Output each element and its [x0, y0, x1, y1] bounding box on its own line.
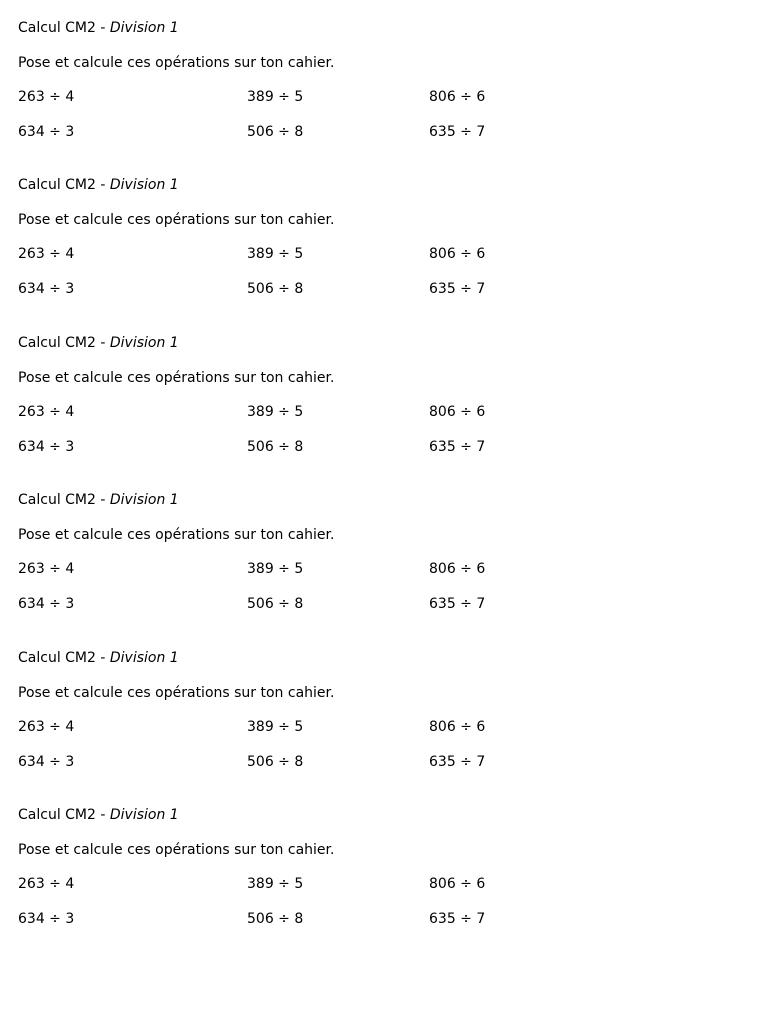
- exercise-title-main: Calcul CM2 -: [18, 177, 110, 193]
- exercise-title: [18, 805, 179, 825]
- exercise-title-division: Division 1: [109, 650, 179, 666]
- exercise-instruction: Pose et calcule ces opérations sur ton cahier.: [18, 212, 335, 228]
- operation: 635 ÷ 7: [429, 596, 486, 612]
- exercise-title: [18, 333, 179, 353]
- operation: 806 ÷ 6: [429, 89, 486, 105]
- operation: 263 ÷ 4: [18, 719, 75, 735]
- operation: 806 ÷ 6: [429, 561, 486, 577]
- operation: 635 ÷ 7: [429, 911, 486, 927]
- exercise-instruction: Pose et calcule ces opérations sur ton cahier.: [18, 527, 335, 543]
- exercise-title-division: Division 1: [109, 177, 179, 193]
- operation: 263 ÷ 4: [18, 246, 75, 262]
- operation: 634 ÷ 3: [18, 754, 75, 770]
- operation: 506 ÷ 8: [247, 596, 304, 612]
- exercise-instruction: Pose et calcule ces opérations sur ton cahier.: [18, 55, 335, 71]
- exercise-instruction: Pose et calcule ces opérations sur ton cahier.: [18, 370, 335, 386]
- operation: 635 ÷ 7: [429, 439, 486, 455]
- operation: 806 ÷ 6: [429, 876, 486, 892]
- exercise-title-main: Calcul CM2 -: [18, 650, 110, 666]
- operation: 389 ÷ 5: [247, 876, 304, 892]
- operation: 506 ÷ 8: [247, 281, 304, 297]
- operation: 634 ÷ 3: [18, 911, 75, 927]
- operation: 635 ÷ 7: [429, 281, 486, 297]
- operation: 634 ÷ 3: [18, 124, 75, 140]
- operation: 806 ÷ 6: [429, 404, 486, 420]
- exercise-instruction: Pose et calcule ces opérations sur ton cahier.: [18, 685, 335, 701]
- operation: 806 ÷ 6: [429, 719, 486, 735]
- exercise-instruction: Pose et calcule ces opérations sur ton cahier.: [18, 842, 335, 858]
- exercise-title-main: Calcul CM2 -: [18, 335, 110, 351]
- operation: 634 ÷ 3: [18, 281, 75, 297]
- operation: 389 ÷ 5: [247, 246, 304, 262]
- operation: 263 ÷ 4: [18, 561, 75, 577]
- operation: 635 ÷ 7: [429, 124, 486, 140]
- exercise-title: [18, 18, 179, 38]
- operation: 506 ÷ 8: [247, 911, 304, 927]
- exercise-title-division: Division 1: [109, 335, 179, 351]
- operation: 635 ÷ 7: [429, 754, 486, 770]
- exercise-title-division: Division 1: [109, 807, 179, 823]
- exercise-title-division: Division 1: [109, 20, 179, 36]
- operation: 634 ÷ 3: [18, 596, 75, 612]
- exercise-title-main: Calcul CM2 -: [18, 20, 110, 36]
- exercise-title-main: Calcul CM2 -: [18, 492, 110, 508]
- operation: 634 ÷ 3: [18, 439, 75, 455]
- exercise-title: [18, 490, 179, 510]
- operation: 263 ÷ 4: [18, 404, 75, 420]
- exercise-title-main: Calcul CM2 -: [18, 807, 110, 823]
- operation: 389 ÷ 5: [247, 89, 304, 105]
- operation: 263 ÷ 4: [18, 876, 75, 892]
- exercise-title-division: Division 1: [109, 492, 179, 508]
- operation: 389 ÷ 5: [247, 719, 304, 735]
- operation: 806 ÷ 6: [429, 246, 486, 262]
- operation: 506 ÷ 8: [247, 124, 304, 140]
- exercise-title: [18, 175, 179, 195]
- operation: 389 ÷ 5: [247, 404, 304, 420]
- exercise-title: [18, 648, 179, 668]
- operation: 263 ÷ 4: [18, 89, 75, 105]
- operation: 389 ÷ 5: [247, 561, 304, 577]
- operation: 506 ÷ 8: [247, 439, 304, 455]
- operation: 506 ÷ 8: [247, 754, 304, 770]
